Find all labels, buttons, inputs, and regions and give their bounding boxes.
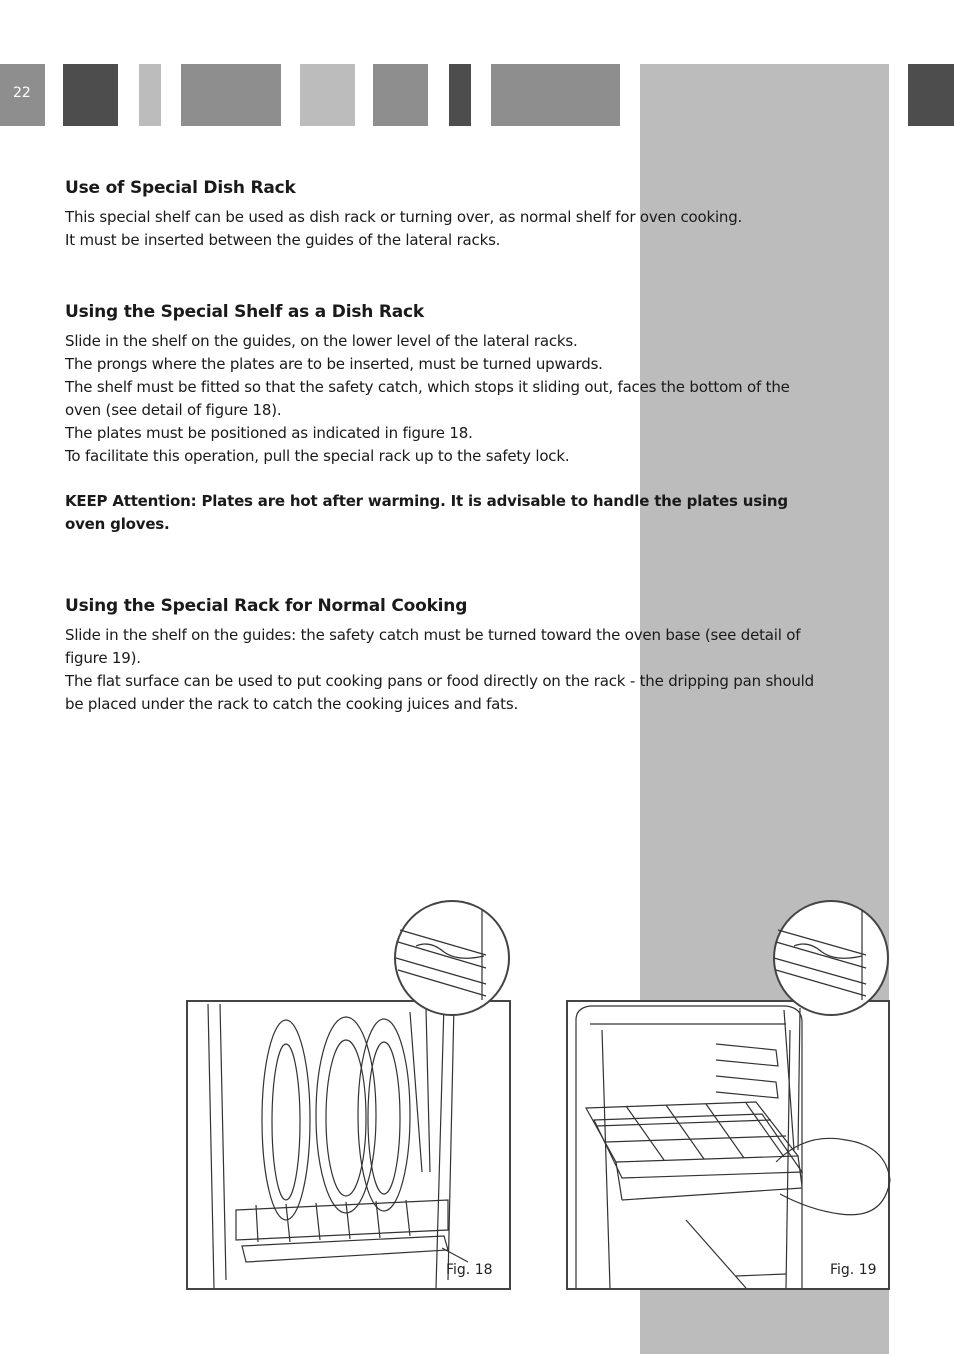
paragraph-line: To facilitate this operation, pull the special rack up to the safety lock. xyxy=(65,447,570,465)
paragraph-line: The shelf must be fitted so that the safety catch, which stops it sliding out, faces the bottom of the oven (see detail of figure 18). xyxy=(65,378,790,419)
warning-text: KEEP Attention: Plates are hot after warming. It is advisable to handle the plates using oven gloves. xyxy=(65,492,788,533)
section-use-of-dish-rack xyxy=(65,178,830,252)
cooking-rack-illustration xyxy=(566,900,892,1292)
section-title: Using the Special Shelf as a Dish Rack xyxy=(65,302,425,322)
paragraph-line: This special shelf can be used as dish rack or turning over, as normal shelf for oven cooking. xyxy=(65,208,743,226)
section-normal-cooking xyxy=(65,596,830,716)
section-title: Use of Special Dish Rack xyxy=(65,178,296,198)
header-block xyxy=(373,64,428,126)
header-block xyxy=(181,64,281,126)
paragraph-line: The prongs where the plates are to be inserted, must be turned upwards. xyxy=(65,355,603,373)
figure-18 xyxy=(186,900,516,1292)
section-dish-rack-usage xyxy=(65,302,830,536)
main-content xyxy=(65,178,830,716)
paragraph-line: It must be inserted between the guides of the lateral racks. xyxy=(65,231,501,249)
header-block xyxy=(908,64,954,126)
dish-rack-illustration xyxy=(186,900,516,1292)
paragraph-line: The plates must be positioned as indicated in figure 18. xyxy=(65,424,473,442)
figure-19 xyxy=(566,900,892,1292)
header-block xyxy=(449,64,471,126)
header-block xyxy=(63,64,118,126)
header-block xyxy=(300,64,355,126)
paragraph-line: The flat surface can be used to put cooking pans or food directly on the rack - the dripping pan should be placed under the rack to catch the cooking juices and fats. xyxy=(65,672,814,713)
paragraph-line: Slide in the shelf on the guides, on the lower level of the lateral racks. xyxy=(65,332,578,350)
header-block xyxy=(491,64,620,126)
page-number: 22 xyxy=(13,85,31,101)
header-block xyxy=(139,64,161,126)
paragraph-line: Slide in the shelf on the guides: the safety catch must be turned toward the oven base (see detail of figure 19). xyxy=(65,626,801,667)
figure-caption: Fig. 19 xyxy=(830,1262,877,1278)
figure-caption: Fig. 18 xyxy=(446,1262,493,1278)
section-title: Using the Special Rack for Normal Cooking xyxy=(65,596,468,616)
